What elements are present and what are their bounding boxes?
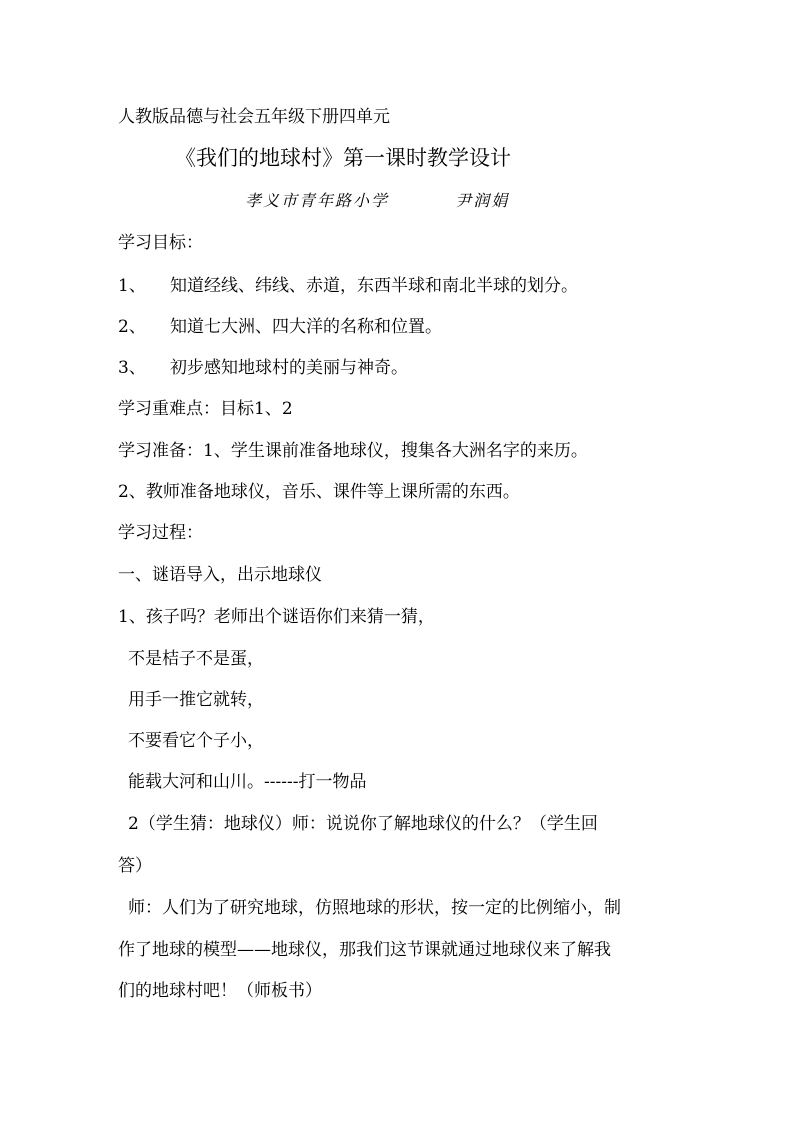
objective-item — [118, 357, 408, 379]
teacher-paragraph-line-2: 作了地球的模型——地球仪，那我们这节课就通过地球仪来了解我 — [118, 940, 611, 960]
objective-text: 知道七大洲、四大洋的名称和位置。 — [170, 317, 442, 337]
document-title: 《我们的地球村》第一课时教学设计 — [175, 146, 511, 170]
teacher-name: 尹润娟 — [455, 191, 510, 210]
riddle-line: 用手一推它就转， — [128, 690, 264, 710]
school-name: 孝义市青年路小学 — [245, 191, 390, 210]
objective-item — [118, 316, 442, 338]
key-points: 学习重难点：目标1、2 — [118, 399, 293, 419]
step-2-line-1: 2（学生猜：地球仪）师：说说你了解地球仪的什么？（学生回 — [128, 814, 598, 834]
objective-number: 3、 — [118, 358, 146, 378]
objective-number: 1、 — [118, 276, 146, 296]
section-heading: 一、谜语导入，出示地球仪 — [118, 565, 322, 585]
preparation-line-2: 2、教师准备地球仪，音乐、课件等上课所需的东西。 — [118, 482, 520, 502]
objective-text: 初步感知地球村的美丽与神奇。 — [170, 358, 408, 378]
preparation-line-1: 学习准备：1、学生课前准备地球仪，搜集各大洲名字的来历。 — [118, 441, 588, 461]
objective-item — [118, 275, 578, 297]
riddle-line: 不是桔子不是蛋， — [128, 649, 264, 669]
author-line — [245, 190, 509, 212]
teacher-paragraph-line-1: 师：人们为了研究地球，仿照地球的形状，按一定的比例缩小，制 — [128, 898, 621, 918]
header-line: 人教版品德与社会五年级下册四单元 — [118, 107, 390, 127]
riddle-line: 不要看它个子小， — [128, 731, 264, 751]
riddle-line: 能载大河和山川。------打一物品 — [128, 772, 367, 792]
step-1: 1、孩子吗？老师出个谜语你们来猜一猜， — [118, 607, 435, 627]
objective-text: 知道经线、纬线、赤道，东西半球和南北半球的划分。 — [170, 276, 578, 296]
process-heading: 学习过程： — [118, 523, 203, 543]
objective-number: 2、 — [118, 317, 146, 337]
objectives-heading: 学习目标： — [118, 233, 203, 253]
step-2-line-2: 答） — [118, 856, 152, 876]
teacher-paragraph-line-3: 们的地球村吧！（师板书） — [118, 981, 322, 1001]
